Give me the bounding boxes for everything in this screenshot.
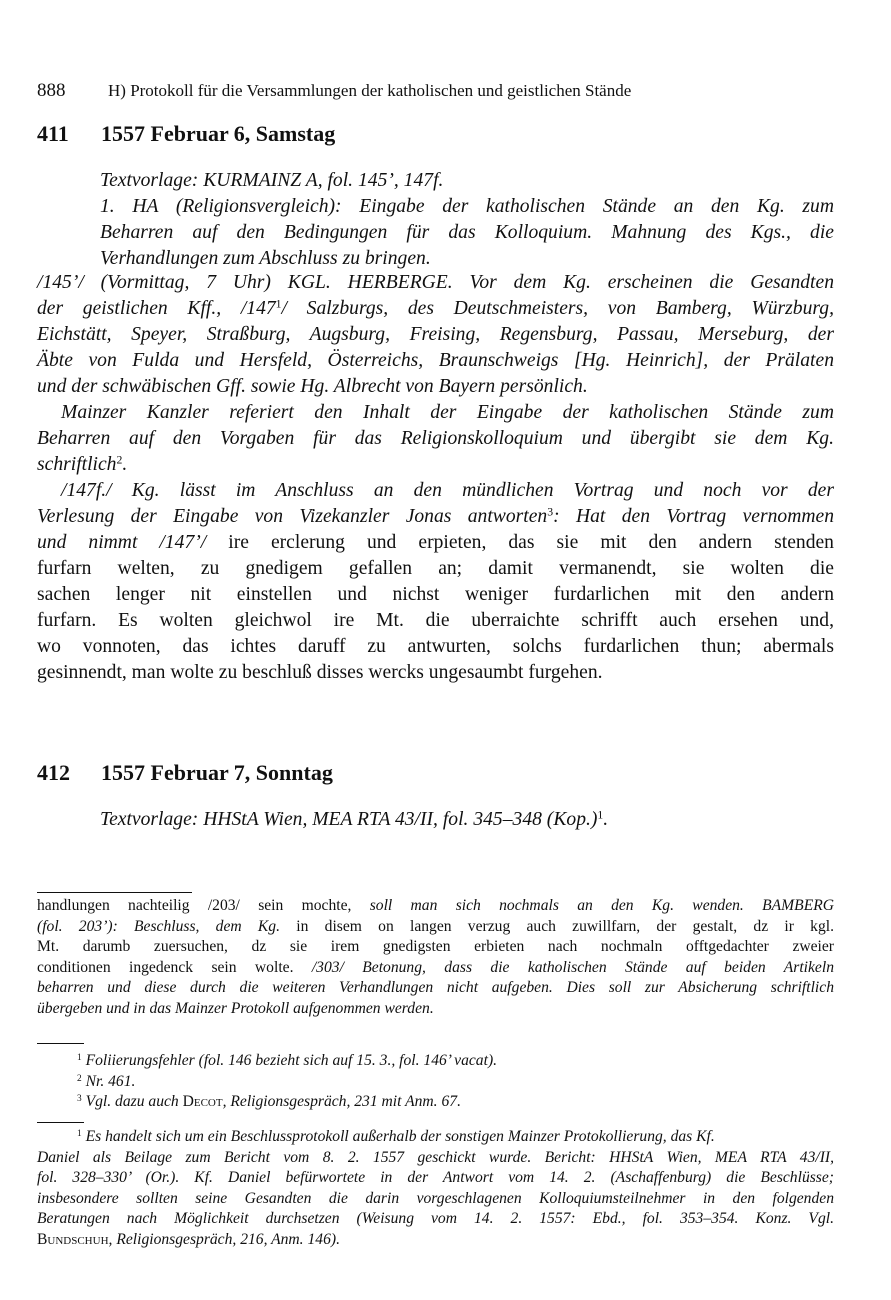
- text-segment: Foliierungsfehler (fol. 146 bezieht sich auf 15. 3., fol. 146’ vacat).: [81, 1052, 498, 1069]
- text-line: [37, 999, 834, 1020]
- text-segment: /303/ Betonung, dass die katholischen Stände auf beiden Artikeln: [311, 958, 834, 976]
- footnote-marker: 2: [116, 453, 123, 467]
- text-segment: , Religionsgespräch, 216, Anm. 146).: [108, 1230, 340, 1248]
- text-line: [37, 296, 834, 322]
- text-line: [37, 504, 834, 530]
- text-segment: Eichstätt, Speyer, Straßburg, Augsburg, Freising, Regensburg, Passau, Merseburg, der: [37, 324, 834, 345]
- text-segment: sachen lenger nit einstellen und nichst weniger furdarlichen mit den andern: [37, 584, 834, 605]
- footnote-marker: 1: [275, 297, 282, 311]
- text-line: [37, 530, 834, 556]
- text-line: [37, 660, 834, 686]
- text-segment: /145’/ (Vormittag, 7 Uhr) KGL. HERBERGE. Vor dem Kg. erscheinen die Gesandten: [37, 272, 834, 293]
- text-segment: Verhandlungen zum Abschluss zu bringen.: [100, 248, 431, 269]
- text-line: [37, 1168, 834, 1189]
- text-segment: soll man sich nochmals an den Kg. wenden. BAMBERG: [369, 897, 835, 914]
- footnotes-412: [37, 1127, 834, 1250]
- text-line: [37, 348, 834, 374]
- text-segment: / Salzburgs, des Deutschmeisters, von Bamberg, Würzburg,: [281, 298, 834, 319]
- text-segment: 1. HA (Religionsvergleich): Eingabe der katholischen Stände an den Kg. zum: [100, 196, 834, 217]
- text-line: [37, 917, 834, 938]
- text-segment: : Hat den Vortrag vernommen: [553, 506, 834, 527]
- footnote-divider-short: [37, 1043, 84, 1044]
- text-line: [37, 608, 834, 634]
- text-line: [37, 896, 834, 917]
- text-line: [37, 374, 834, 400]
- text-line: [37, 1051, 834, 1072]
- footnotes-411: [37, 1051, 834, 1113]
- text-segment: Äbte von Fulda und Hersfeld, Österreichs, Braunschweigs [Hg. Heinrich], der Prälaten: [37, 350, 834, 371]
- text-line: [100, 220, 834, 246]
- text-segment: Nr. 461.: [81, 1072, 136, 1090]
- text-segment: Bundschuh: [37, 1230, 109, 1248]
- text-line: [37, 1072, 834, 1093]
- text-line: [37, 978, 834, 999]
- text-segment: furfarn welten, zu gnedigem gefallen an; damit vermanendt, sie wolten die: [37, 558, 834, 579]
- text-segment: Verlesung der Eingabe von Vizekanzler Jonas antworten: [37, 506, 548, 527]
- text-segment: furfarn. Es wolten gleichwol ire Mt. die uberraichte schrifft auch ersehen und,: [37, 610, 834, 631]
- text-line: [37, 1230, 834, 1251]
- text-segment: .: [603, 809, 609, 830]
- protocol-text-411: [37, 270, 834, 686]
- textvorlage-411: [100, 168, 834, 272]
- text-segment: Mainzer Kanzler referiert den Inhalt der Eingabe der katholischen Stände zum: [61, 402, 834, 423]
- text-line: [37, 1189, 834, 1210]
- text-line: [100, 807, 834, 833]
- text-segment: in disem on langen verzug auch zuwillfarn, der gestalt, dz ir kgl.: [280, 917, 834, 935]
- footnote-continuation: [37, 896, 834, 1019]
- text-segment: fol. 328–330’ (Or.). Kf. Daniel befürwortete in der Antwort vom 14. 2. (Aschaffenburg) die Beschlüsse;: [37, 1169, 834, 1186]
- text-line: [37, 634, 834, 660]
- text-segment: , Religionsgespräch, 231 mit Anm. 67.: [222, 1093, 461, 1110]
- entry-number: 412: [37, 760, 70, 785]
- footnote-divider: [37, 892, 192, 893]
- text-segment: der geistlichen Kff., /147: [37, 298, 276, 319]
- text-line: [37, 582, 834, 608]
- text-segment: gesinnendt, man wolte zu beschluß disses wercks ungesaumbt furgehen.: [37, 662, 603, 683]
- text-line: [100, 246, 834, 272]
- entry-date: 1557 Februar 7, Sonntag: [101, 760, 333, 785]
- text-line: [100, 168, 834, 194]
- footnote-marker: 3: [77, 1093, 82, 1104]
- footnote-marker: 1: [77, 1052, 82, 1063]
- text-segment: .: [122, 454, 128, 475]
- text-segment: Textvorlage: HHStA Wien, MEA RTA 43/II, fol. 345–348 (Kop.): [100, 809, 598, 830]
- text-line: [37, 478, 834, 504]
- page-number: 888: [37, 80, 66, 101]
- text-segment: conditionen ingedenck sein wolte.: [37, 958, 312, 976]
- entry-heading-412: [37, 760, 333, 786]
- text-segment: handlungen nachteilig /203/ sein mochte,: [37, 897, 370, 914]
- text-segment: insbesondere sollten seine Gesandten die darin vorgeschlagenen Kolloquiumsteilnehmer in den folgenden: [37, 1189, 834, 1207]
- footnote-divider-short: [37, 1122, 84, 1123]
- text-line: [100, 194, 834, 220]
- text-segment: Daniel als Beilage zum Bericht vom 8. 2. 1557 geschickt wurde. Bericht: HHStA Wien, MEA RTA 43/II,: [37, 1148, 834, 1166]
- text-line: [37, 452, 834, 478]
- text-segment: Es handelt sich um ein Beschlussprotokoll außerhalb der sonstigen Mainzer Protokollierung, das Kf.: [81, 1128, 715, 1145]
- text-segment: und der schwäbischen Gff. sowie Hg. Albrecht von Bayern persönlich.: [37, 376, 588, 397]
- footnote-marker: 2: [77, 1073, 82, 1084]
- text-segment: Beratungen nach Möglichkeit durchsetzen (Weisung vom 14. 2. 1557: Ebd., fol. 353–354. Konz. Vgl.: [37, 1210, 834, 1227]
- text-line: [37, 1209, 834, 1230]
- text-line: [37, 426, 834, 452]
- entry-heading-411: [37, 121, 335, 147]
- text-segment: und nimmt /147’/: [37, 532, 207, 553]
- textvorlage-412: [100, 807, 834, 833]
- text-line: [37, 270, 834, 296]
- text-line: [37, 937, 834, 958]
- text-line: [37, 322, 834, 348]
- text-segment: Mt. darumb zuersuchen, dz sie irem gnedigsten erbieten nach nochmaln offtgedachter zweier: [37, 938, 834, 955]
- text-segment: ire erclerung und erpieten, das sie mit den andern stenden: [206, 532, 834, 553]
- text-segment: Beharren auf den Vorgaben für das Religionskolloquium und übergibt sie dem Kg.: [37, 428, 834, 449]
- text-segment: Beharren auf den Bedingungen für das Kolloquium. Mahnung des Kgs., die: [100, 222, 834, 243]
- footnote-marker: 1: [77, 1128, 82, 1139]
- entry-date: 1557 Februar 6, Samstag: [101, 121, 336, 146]
- text-segment: Vgl. dazu auch: [81, 1093, 183, 1110]
- running-header: [37, 80, 837, 102]
- text-line: [37, 1127, 834, 1148]
- text-line: [37, 958, 834, 979]
- footnote-marker: 3: [547, 505, 554, 519]
- text-segment: Textvorlage: KURMAINZ A, fol. 145’, 147f.: [100, 170, 444, 191]
- text-line: [37, 1148, 834, 1169]
- text-segment: Decot: [182, 1093, 223, 1110]
- text-segment: beharren und diese durch die weiteren Verhandlungen nicht aufgeben. Dies soll zur Absicherung schriftlich: [37, 979, 834, 996]
- text-segment: (fol. 203’): Beschluss, dem Kg.: [37, 917, 281, 935]
- entry-number: 411: [37, 121, 69, 146]
- text-segment: wo vonnoten, das ichtes daruff zu antwurten, solchs furdarlichen thun; abermals: [37, 636, 834, 657]
- text-line: [37, 1092, 834, 1113]
- text-line: [37, 400, 834, 426]
- text-segment: /147f./ Kg. lässt im Anschluss an den mündlichen Vortrag und noch vor der: [61, 480, 834, 501]
- text-segment: schriftlich: [37, 454, 117, 475]
- text-segment: übergeben und in das Mainzer Protokoll aufgenommen werden.: [37, 999, 434, 1017]
- running-title: H) Protokoll für die Versammlungen der katholischen und geistlichen Stände: [108, 81, 632, 100]
- footnote-marker: 1: [597, 808, 604, 822]
- text-line: [37, 556, 834, 582]
